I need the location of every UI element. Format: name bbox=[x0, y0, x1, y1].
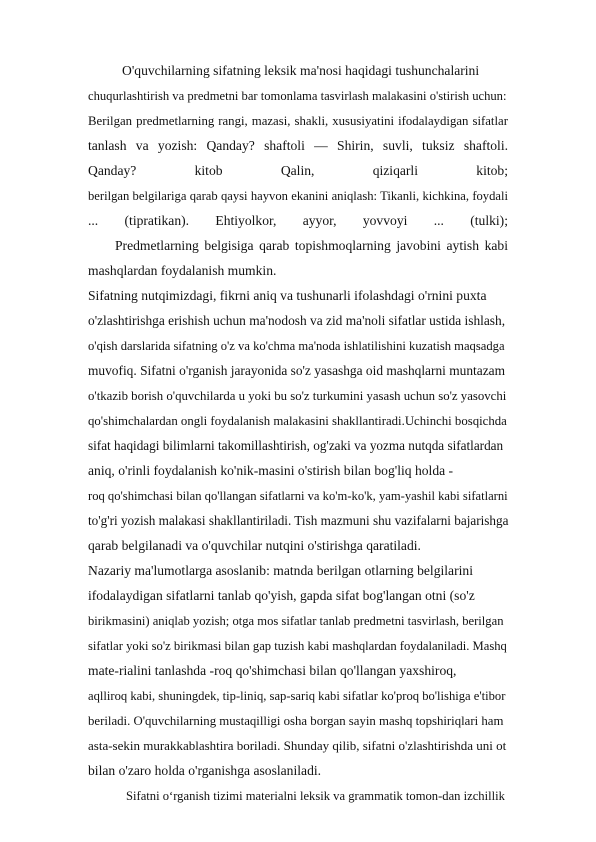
paragraph-line: Nazariy ma'lumotlarga asoslanib: matnda berilgan otlarning belgilarini bbox=[88, 563, 473, 578]
paragraph-line: birikmasini) aniqlab yozish; otga mos sifatlar tanlab predmetni tasvirlash, berilgan bbox=[88, 614, 504, 628]
paragraph-line: asta-sekin murakkablashtira boriladi. Shunday qilib, sifatni o'zlashtirishda uni ot bbox=[88, 738, 507, 753]
paragraph-line: bilan o'zaro holda o'rganishga asoslaniladi. bbox=[88, 763, 322, 778]
paragraph-line: O'quvchilarning sifatning leksik ma'nosi haqidagi tushunchalarini bbox=[122, 63, 480, 78]
paragraph-line: o'tkazib borish o'quvchilarda u yoki bu so'z turkumini yasash uchun so'z yasovchi bbox=[88, 389, 507, 403]
paragraph-line: Berilgan predmetlarning rangi, mazasi, shakli, xususiyatini ifodalaydigan sifatlar bbox=[88, 114, 508, 128]
paragraph-line: qo'shimchalardan ongli foydalanish malakasini shakllantiradi.Uchinchi bosqichda bbox=[88, 414, 507, 428]
paragraph-line: mashqlardan foydalanish mumkin. bbox=[88, 263, 277, 278]
paragraph-line: to'g'ri yozish malakasi shakllantiriladi. Tish mazmuni shu vazifalarni bajarishga bbox=[88, 513, 509, 528]
paragraph-line: o'zlashtirishga erishish uchun ma'nodosh va zid ma'noli sifatlar ustida ishlash, bbox=[88, 313, 506, 328]
paragraph-line: o'qish darslarida sifatning o'z va ko'chma ma'noda ishlatilishini kuzatish maqsadga bbox=[88, 339, 505, 353]
paragraph-line: berilgan belgilariga qarab qaysi hayvon ekanini aniqlash: Tikanli, kichkina, foydali bbox=[88, 189, 508, 203]
paragraph-line: mate-rialini tanlashda -roq qo'shimchasi bilan qo'llangan yaxshiroq, bbox=[88, 663, 457, 678]
paragraph-line: aniq, o'rinli foydalanish ko'nik-masini o'stirish bilan bog'liq holda - bbox=[88, 463, 454, 478]
paragraph-line: aqlliroq kabi, shuningdek, tip-liniq, sap-sariq kabi sifatlar ko'proq bo'lishiga e'tibor bbox=[88, 689, 506, 703]
paragraph-line: Predmetlarning belgisiga qarab topishmoqlarning javobini aytish kabi bbox=[115, 238, 508, 253]
paragraph-line: sifatlar yoki so'z birikmasi bilan gap tuzish kabi mashqlardan foydalaniladi. Mashq bbox=[88, 639, 507, 653]
paragraph-line: roq qo'shimchasi bilan qo'llangan sifatlarni va ko'm-ko'k, yam-yashil kabi sifatlarni bbox=[88, 489, 508, 503]
paragraph-line: Sifatni o‘rganish tizimi materialni leksik va grammatik tomon-dan izchillik bbox=[126, 789, 505, 803]
paragraph-line: beriladi. O'quvchilarning mustaqilligi osha borgan sayin mashq topshiriqlari ham bbox=[88, 714, 504, 728]
paragraph-line: ... (tipratikan). Ehtiyolkor, ayyor, yovvoyi ... (tulki); bbox=[88, 213, 508, 228]
paragraph-line: chuqurlashtirish va predmetni bar tomonlama tasvirlash malakasini o'stirish uchun: bbox=[88, 89, 507, 103]
paragraph-line: Qanday? kitob Qalin, qiziqarli kitob; bbox=[88, 163, 508, 178]
paragraph-line: ifodalaydigan sifatlarni tanlab qo'yish, gapda sifat bog'langan otni (so'z bbox=[88, 588, 475, 603]
paragraph-line: qarab belgilanadi va o'quvchilar nutqini o'stirishga qaratiladi. bbox=[88, 538, 421, 553]
paragraph-line: tanlash va yozish: Qanday? shaftoli — Shirin, suvli, tuksiz shaftoli. bbox=[88, 138, 508, 153]
paragraph-line: Sifatning nutqimizdagi, fikrni aniq va tushunarli ifolashdagi o'rnini puxta bbox=[88, 288, 487, 303]
paragraph-line: sifat haqidagi bilimlarni takomillashtirish, og'zaki va yozma nutqda sifatlardan bbox=[88, 438, 504, 453]
paragraph-line: muvofiq. Sifatni o'rganish jarayonida so'z yasashga oid mashqlarni muntazam bbox=[88, 363, 505, 378]
